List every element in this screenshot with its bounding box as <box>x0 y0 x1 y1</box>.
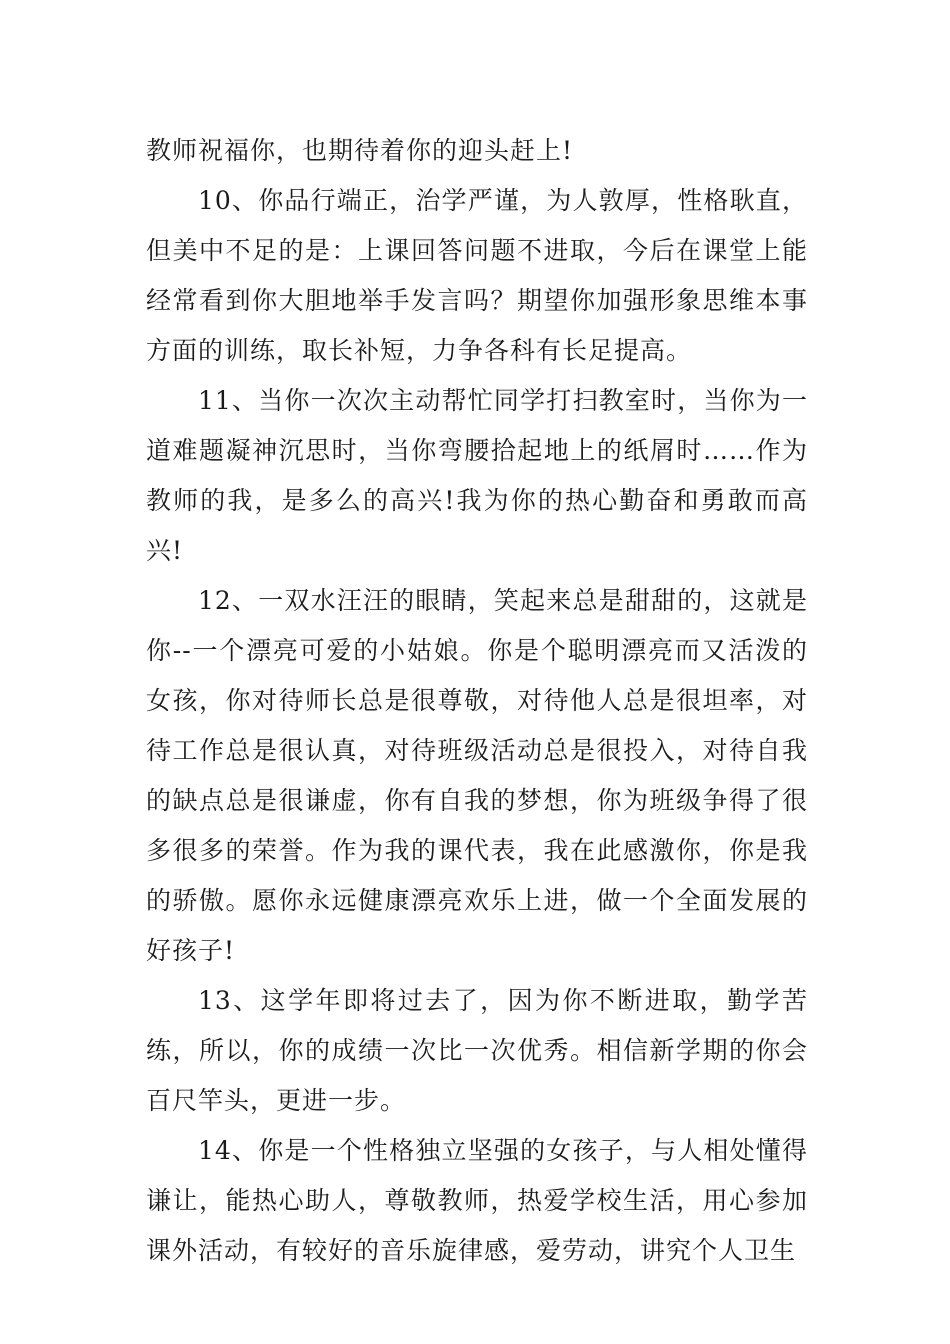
paragraph-14: 14、你是一个性格独立坚强的女孩子，与人相处懂得谦让，能热心助人，尊敬教师，热爱学校生活，用心参加课外活动，有较好的音乐旋律感，爱劳动，讲究个人卫生 <box>146 1136 808 1265</box>
paragraph-12: 12、一双水汪汪的眼睛，笑起来总是甜甜的，这就是你--一个漂亮可爱的小姑娘。你是个聪明漂亮而又活泼的女孩，你对待师长总是很尊敬，对待他人总是很坦率，对待工作总是很认真，对待班级活动总是很投入，对待自我的缺点总是很谦虚，你有自我的梦想，你为班级争得了很多很多的荣誉。作为我的课代表，我在此感激你，你是我的骄傲。愿你永远健康漂亮欢乐上进，做一个全面发展的好孩子! <box>146 586 808 965</box>
paragraph-10: 10、你品行端正，治学严谨，为人敦厚，性格耿直，但美中不足的是：上课回答问题不进取，今后在课堂上能经常看到你大胆地举手发言吗？期望你加强形象思维本事方面的训练，取长补短，力争各科有长足提高。 <box>146 186 808 365</box>
paragraph-13: 13、这学年即将过去了，因为你不断进取，勤学苦练，所以，你的成绩一次比一次优秀。相信新学期的你会百尺竿头，更进一步。 <box>146 986 808 1115</box>
paragraph-11: 11、当你一次次主动帮忙同学打扫教室时，当你为一道难题凝神沉思时，当你弯腰拾起地上的纸屑时……作为教师的我，是多么的高兴!我为你的热心勤奋和勇敢而高兴! <box>146 386 808 565</box>
document-body <box>146 126 808 1276</box>
paragraph-continued: 教师祝福你，也期待着你的迎头赶上! <box>146 136 574 165</box>
